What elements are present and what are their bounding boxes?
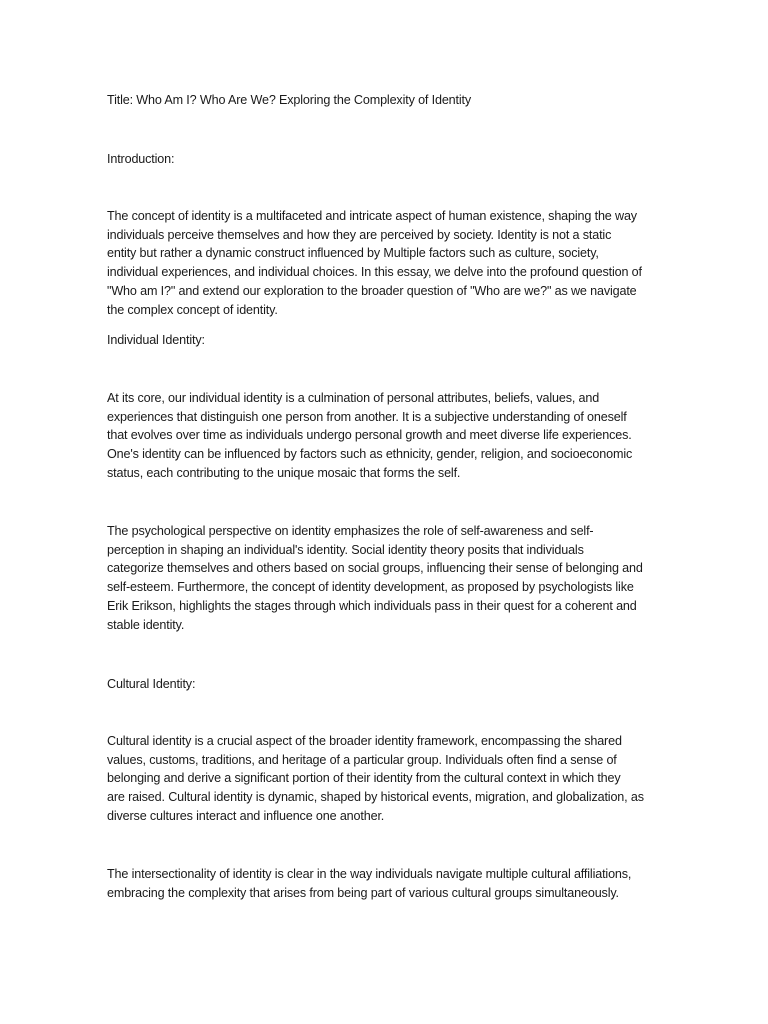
- paragraph-line: entity but rather a dynamic construct influenced by Multiple factors such as culture, society,: [107, 246, 599, 261]
- individual-identity-paragraph: [107, 389, 667, 483]
- paragraph-line: embracing the complexity that arises from being part of various cultural groups simultaneously.: [107, 885, 619, 900]
- paragraph-line: The concept of identity is a multifaceted and intricate aspect of human existence, shaping the way: [107, 209, 637, 223]
- intersectionality-paragraph: [107, 865, 667, 902]
- paragraph-line: belonging and derive a significant portion of their identity from the cultural context in which they: [107, 771, 621, 786]
- document-title: Title: Who Am I? Who Are We? Exploring the Complexity of Identity: [107, 93, 472, 107]
- paragraph-line: status, each contributing to the unique mosaic that forms the self.: [107, 465, 461, 480]
- paragraph-line: self-esteem. Furthermore, the concept of identity development, as proposed by psychologists like: [107, 580, 634, 595]
- paragraph-line: One's identity can be influenced by factors such as ethnicity, gender, religion, and socioeconomic: [107, 447, 633, 462]
- individual-identity-heading: Individual Identity:: [107, 333, 205, 347]
- paragraph-line: categorize themselves and others based on social groups, influencing their sense of belonging and: [107, 561, 643, 576]
- paragraph-line: "Who am I?" and extend our exploration to the broader question of "Who are we?" as we navigate: [107, 283, 637, 298]
- paragraph-line: The intersectionality of identity is clear in the way individuals navigate multiple cultural affiliations,: [107, 867, 632, 881]
- psychological-perspective-paragraph: [107, 522, 667, 634]
- paragraph-line: are raised. Cultural identity is dynamic, shaped by historical events, migration, and globalization, as: [107, 790, 644, 805]
- paragraph-line: values, customs, traditions, and heritage of a particular group. Individuals often find a sense of: [107, 752, 617, 767]
- paragraph-line: the complex concept of identity.: [107, 302, 278, 317]
- introduction-heading: Introduction:: [107, 152, 175, 166]
- paragraph-line: At its core, our individual identity is a culmination of personal attributes, beliefs, values, and: [107, 391, 600, 405]
- paragraph-line: experiences that distinguish one person from another. It is a subjective understanding of oneself: [107, 409, 627, 424]
- paragraph-line: Cultural identity is a crucial aspect of the broader identity framework, encompassing the shared: [107, 734, 622, 748]
- paragraph-line: that evolves over time as individuals undergo personal growth and meet diverse life experiences.: [107, 428, 632, 443]
- cultural-identity-heading: Cultural Identity:: [107, 677, 196, 691]
- paragraph-line: The psychological perspective on identity emphasizes the role of self-awareness and self-: [107, 524, 594, 538]
- paragraph-line: individuals perceive themselves and how they are perceived by society. Identity is not a static: [107, 227, 612, 242]
- cultural-identity-paragraph: [107, 732, 667, 826]
- paragraph-line: stable identity.: [107, 617, 185, 632]
- paragraph-line: individual experiences, and individual choices. In this essay, we delve into the profound question of: [107, 265, 642, 280]
- paragraph-line: perception in shaping an individual's identity. Social identity theory posits that individuals: [107, 542, 584, 557]
- paragraph-line: Erik Erikson, highlights the stages through which individuals pass in their quest for a coherent and: [107, 598, 637, 613]
- paragraph-line: diverse cultures interact and influence one another.: [107, 808, 385, 823]
- introduction-paragraph: [107, 207, 667, 319]
